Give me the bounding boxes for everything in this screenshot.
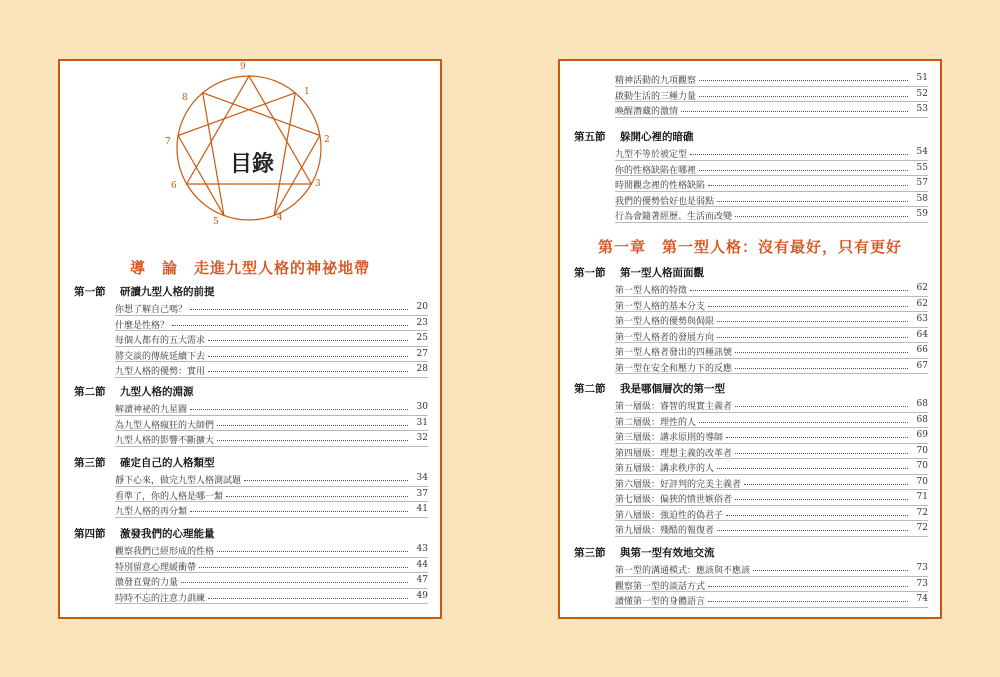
dot-leader <box>190 309 408 310</box>
page-number: 27 <box>416 348 428 359</box>
page-number: 70 <box>916 476 928 487</box>
page-number: 47 <box>416 575 428 585</box>
dot-leader <box>690 290 908 291</box>
entry-title: 第七層級：偏狹的憤世嫉俗者 <box>615 495 733 505</box>
chapter-heading: 第一章 第一型人格：沒有最好，只有更好 <box>597 238 902 256</box>
page-number: 25 <box>416 333 428 343</box>
toc-entry[interactable] <box>115 347 428 363</box>
section-title: 九型人格的淵源 <box>120 386 194 398</box>
toc-entry[interactable] <box>615 145 928 161</box>
entry-title: 第六層級：好評判的完美主義者 <box>615 479 742 490</box>
toc-entry[interactable] <box>115 573 428 589</box>
toc-entry[interactable] <box>615 192 928 208</box>
page-number: 34 <box>416 473 428 483</box>
dot-leader <box>244 480 408 481</box>
section-label: 第三節 <box>574 547 606 559</box>
toc-left-page <box>58 59 442 619</box>
page-number: 43 <box>416 544 428 554</box>
entry-title: 九型人格的優勢：實用 <box>115 367 206 377</box>
dot-leader <box>708 601 908 602</box>
page-number: 51 <box>916 73 928 83</box>
dot-leader <box>208 371 408 372</box>
section-label: 第二節 <box>74 386 106 398</box>
entry-title: 喚醒潛藏的激情 <box>615 107 679 117</box>
entry-title: 行為會隨著經歷、生活而改變 <box>615 212 733 222</box>
page-number: 28 <box>416 364 428 374</box>
section-heading[interactable] <box>574 381 928 397</box>
toc-section <box>574 545 928 608</box>
entry-title: 為九型人格瘋狂的大師們 <box>115 420 215 431</box>
page-number: 62 <box>916 283 928 293</box>
toc-entry[interactable] <box>115 431 428 447</box>
page-number: 70 <box>916 445 928 456</box>
dot-leader <box>226 496 408 497</box>
toc-entry[interactable] <box>115 300 428 316</box>
toc-entry[interactable] <box>615 577 928 593</box>
entry-title: 你想了解自己嗎？ <box>115 305 188 315</box>
toc-right-page <box>558 59 942 619</box>
dot-leader <box>708 306 908 307</box>
toc-entry[interactable] <box>615 102 928 118</box>
page-number: 41 <box>416 504 428 514</box>
dot-leader <box>699 80 908 81</box>
section-title: 我是哪個層次的第一型 <box>620 383 725 395</box>
toc-entry[interactable] <box>115 487 428 503</box>
toc-entry[interactable] <box>615 561 928 577</box>
dot-leader <box>735 406 908 407</box>
section-label: 第三節 <box>74 457 106 469</box>
entry-title: 第一層級：睿智的現實主義者 <box>615 402 733 412</box>
dot-leader <box>717 530 908 531</box>
dot-leader <box>708 586 908 587</box>
enneagram-number-5: 5 <box>213 217 219 227</box>
dot-leader <box>172 325 408 326</box>
section-heading[interactable] <box>74 526 428 542</box>
toc-entry[interactable] <box>615 413 928 429</box>
section-title: 躲開心裡的暗礁 <box>620 131 694 143</box>
toc-entry[interactable] <box>115 416 428 432</box>
dot-leader <box>199 567 408 568</box>
dot-leader <box>717 337 908 338</box>
dot-leader <box>753 570 908 571</box>
page-number: 64 <box>916 329 928 340</box>
dot-leader <box>726 437 908 438</box>
toc-entry[interactable] <box>615 490 928 506</box>
toc-section <box>74 284 428 378</box>
toc-entry[interactable] <box>115 558 428 574</box>
enneagram-number-3: 3 <box>315 179 321 189</box>
dot-leader <box>735 499 908 500</box>
section-label: 第五節 <box>574 131 606 143</box>
entry-title: 什麼是性格？ <box>115 320 170 331</box>
toc-entry[interactable] <box>615 176 928 192</box>
toc-entry[interactable] <box>115 471 428 487</box>
dot-leader <box>735 368 908 369</box>
toc-entry[interactable] <box>615 359 928 375</box>
enneagram-number-9: 9 <box>240 62 246 72</box>
toc-entry[interactable] <box>615 459 928 475</box>
entry-title: 第一型人格的優勢與侷限 <box>615 317 715 327</box>
toc-entry[interactable] <box>115 316 428 332</box>
entry-title: 第九層級：殘酷的報復者 <box>615 526 715 536</box>
dot-leader <box>190 409 408 410</box>
toc-entry[interactable] <box>115 542 428 558</box>
dot-leader <box>217 440 408 441</box>
entry-title: 第一型人格者的發展方向 <box>615 332 715 343</box>
toc-entry[interactable] <box>615 297 928 313</box>
entry-title: 時時不忘的注意力訓練 <box>115 593 206 604</box>
enneagram-number-7: 7 <box>165 137 171 147</box>
toc-entry[interactable] <box>615 506 928 522</box>
section-heading[interactable] <box>74 455 428 471</box>
section-heading[interactable] <box>74 284 428 300</box>
page-number: 37 <box>416 488 428 499</box>
enneagram-number-1: 1 <box>304 87 310 97</box>
entry-title: 九型不等於被定型 <box>615 150 688 160</box>
page-number: 53 <box>916 104 928 114</box>
enneagram-number-2: 2 <box>324 135 330 145</box>
page-number: 52 <box>916 88 928 99</box>
page-number: 73 <box>916 563 928 573</box>
toc-entry[interactable] <box>615 475 928 491</box>
section-heading[interactable] <box>574 129 928 145</box>
page-number: 58 <box>916 193 928 204</box>
dot-leader <box>699 170 908 171</box>
section-label: 第一節 <box>74 286 106 298</box>
dot-leader <box>708 185 908 186</box>
toc-section <box>74 384 428 447</box>
entry-title: 解讀神祕的九星圖 <box>115 405 188 415</box>
entry-title: 特別留意心理緩衝帶 <box>115 562 197 573</box>
entry-title: 第一型在安全和壓力下的反應 <box>615 363 733 374</box>
section-heading[interactable] <box>74 384 428 400</box>
page-number: 72 <box>916 523 928 533</box>
section-label: 第四節 <box>74 528 106 540</box>
entry-title: 第一型的溝通模式：應該與不應該 <box>615 566 751 576</box>
toc-entry[interactable] <box>115 400 428 416</box>
toc-entry[interactable] <box>615 207 928 223</box>
page-number: 44 <box>416 559 428 570</box>
enneagram-number-6: 6 <box>171 181 177 191</box>
entry-title: 第三層級：講求原則的導師 <box>615 433 724 443</box>
page-number: 30 <box>416 402 428 412</box>
entry-title: 第八層級：強迫性的偽君子 <box>615 510 724 521</box>
toc-entry[interactable] <box>615 71 928 87</box>
toc-continued-entries <box>574 71 928 118</box>
dot-leader <box>217 425 408 426</box>
dot-leader <box>681 111 908 112</box>
introduction-heading: 導 論 走進九型人格的神祕地帶 <box>129 259 370 277</box>
toc-entry[interactable] <box>615 521 928 537</box>
entry-title: 第二層級：理性的人 <box>615 417 697 428</box>
enneagram-number-8: 8 <box>182 93 188 103</box>
toc-entry[interactable] <box>615 592 928 608</box>
toc-entry[interactable] <box>115 589 428 605</box>
page-number: 55 <box>916 162 928 173</box>
section-label: 第一節 <box>574 267 606 279</box>
page-number: 67 <box>916 360 928 371</box>
entry-title: 第一型人格者發出的四種訊號 <box>615 348 733 358</box>
dot-leader <box>735 453 908 454</box>
page-number: 71 <box>916 492 928 502</box>
section-title: 確定自己的人格類型 <box>120 457 215 469</box>
entry-title: 第一型人格的特徵 <box>615 286 688 296</box>
page-number: 54 <box>916 147 928 157</box>
toc-section <box>574 265 928 374</box>
toc-entry[interactable] <box>615 343 928 359</box>
toc-section <box>74 455 428 518</box>
page-number: 68 <box>916 414 928 425</box>
toc-entry[interactable] <box>615 428 928 444</box>
page-number: 63 <box>916 314 928 324</box>
entry-title: 九型人格的影響不斷擴大 <box>115 436 215 446</box>
dot-leader <box>735 216 908 217</box>
page-number: 72 <box>916 507 928 518</box>
page-number: 70 <box>916 461 928 471</box>
entry-title: 我們的優勢恰好也是弱點 <box>615 196 715 207</box>
section-title: 第一型人格面面觀 <box>620 267 704 279</box>
toc-entry[interactable] <box>615 161 928 177</box>
section-title: 與第一型有效地交流 <box>620 547 715 559</box>
toc-section <box>74 526 428 604</box>
dot-leader <box>217 551 408 552</box>
section-title: 研讀九型人格的前提 <box>120 286 215 298</box>
entry-title: 靜下心來，做完九型人格測試題 <box>115 476 242 486</box>
toc-entry[interactable] <box>615 328 928 344</box>
entry-title: 看準了，你的人格是哪一類 <box>115 491 224 502</box>
page-number: 68 <box>916 399 928 409</box>
toc-section <box>574 381 928 537</box>
page-number: 31 <box>416 417 428 428</box>
page-number: 69 <box>916 430 928 440</box>
dot-leader <box>717 468 908 469</box>
toc-section <box>574 129 928 223</box>
dot-leader <box>208 598 408 599</box>
toc-entry[interactable] <box>615 87 928 103</box>
entry-title: 每個人都有的五大需求 <box>115 336 206 346</box>
page-number: 57 <box>916 178 928 188</box>
dot-leader <box>717 321 908 322</box>
section-title: 激發我們的心理能量 <box>120 528 215 540</box>
entry-title: 觀察第一型的談話方式 <box>615 581 706 592</box>
dot-leader <box>690 154 908 155</box>
entry-title: 時間觀念裡的性格缺陷 <box>615 181 706 191</box>
entry-title: 你的性格缺陷在哪裡 <box>615 165 697 176</box>
dot-leader <box>699 422 908 423</box>
page-number: 59 <box>916 209 928 219</box>
entry-title: 第四層級：理想主義的改革者 <box>615 448 733 459</box>
dot-leader <box>699 96 908 97</box>
dot-leader <box>181 582 408 583</box>
dot-leader <box>208 356 408 357</box>
toc-entry[interactable] <box>115 362 428 378</box>
toc-entry[interactable] <box>115 331 428 347</box>
dot-leader <box>744 484 908 485</box>
toc-entry[interactable] <box>115 502 428 518</box>
page-number: 20 <box>416 302 428 312</box>
entry-title: 第五層級：講求秩序的人 <box>615 464 715 474</box>
dot-leader <box>190 511 408 512</box>
toc-entry[interactable] <box>615 444 928 460</box>
entry-title: 九型人格的再分類 <box>115 507 188 517</box>
page-number: 74 <box>916 594 928 604</box>
toc-entry[interactable] <box>615 397 928 413</box>
entry-title: 啟動生活的三種力量 <box>615 91 697 102</box>
entry-title: 將交談的傳統延續下去 <box>115 351 206 362</box>
contents-title: 目錄 <box>229 151 274 177</box>
toc-entry[interactable] <box>615 312 928 328</box>
page-number: 62 <box>916 298 928 309</box>
dot-leader <box>726 515 908 516</box>
dot-leader <box>208 340 408 341</box>
section-label: 第二節 <box>574 383 606 395</box>
enneagram-number-4: 4 <box>277 213 283 223</box>
entry-title: 讀懂第一型的身體語言 <box>615 597 706 607</box>
entry-title: 第一型人格的基本分支 <box>615 301 706 312</box>
entry-title: 觀察我們已經形成的性格 <box>115 547 215 557</box>
page-number: 23 <box>416 317 428 328</box>
dot-leader <box>717 201 908 202</box>
page-number: 73 <box>916 578 928 589</box>
page-number: 66 <box>916 345 928 355</box>
page-number: 32 <box>416 433 428 443</box>
entry-title: 激發直覺的力量 <box>115 578 179 588</box>
section-heading[interactable] <box>574 265 928 281</box>
page-number: 49 <box>416 590 428 601</box>
toc-entry[interactable] <box>615 281 928 297</box>
dot-leader <box>735 352 908 353</box>
section-heading[interactable] <box>574 545 928 561</box>
entry-title: 精神活動的九項觀察 <box>615 76 697 86</box>
